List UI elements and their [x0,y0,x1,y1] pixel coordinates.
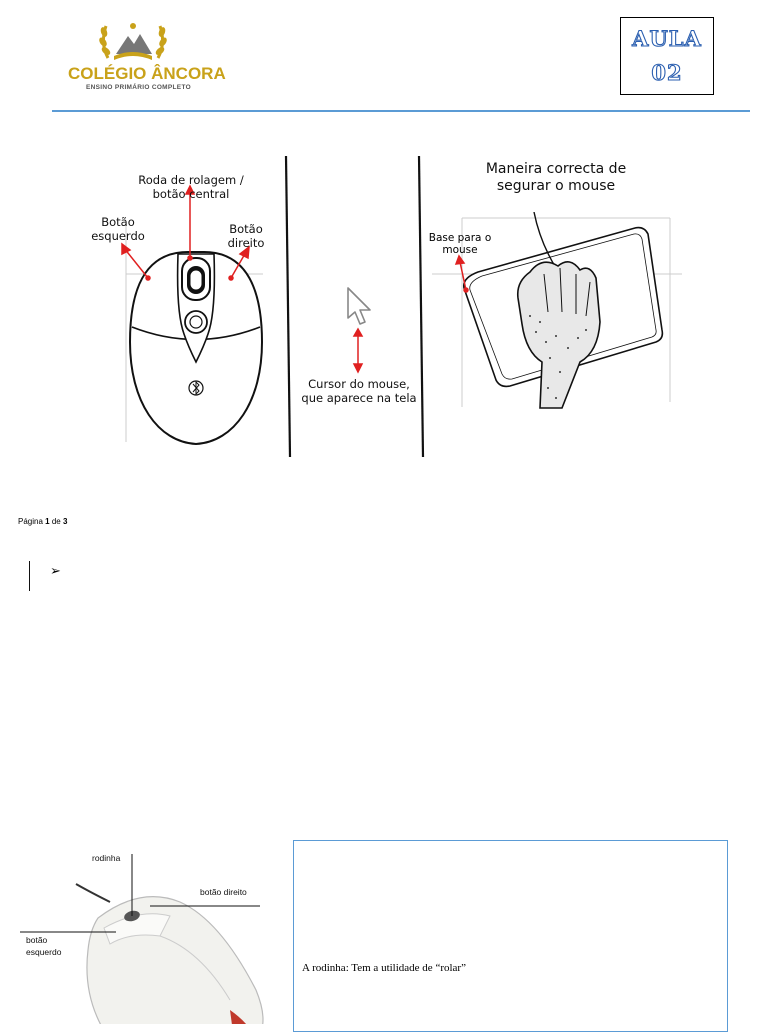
divider-left [286,156,290,457]
page-prefix: Página [18,517,46,526]
school-tagline: ENSINO PRIMÁRIO COMPLETO [86,84,191,91]
label-mousepad [424,232,496,256]
label-scroll-wheel-line2: botão central [152,187,230,201]
title-holding-line1: Maneira correcta de [485,161,627,177]
divider-right [419,156,423,457]
school-name: COLÉGIO ÂNCORA [68,64,226,83]
label-left-button-line1: Botão [101,215,135,229]
label-left-button-2-line1: botão [26,935,48,945]
label-mousepad-line2: mouse [442,244,478,256]
page-of: de [49,517,63,526]
page-number [18,517,67,526]
label-scroll-wheel-line1: Roda de rolagem / [138,173,244,187]
label-right-button-line1: Botão [229,222,263,236]
cursor-arrow-icon [340,284,380,374]
title-holding-mouse [466,161,646,195]
text-cursor-bar [29,561,30,591]
mouse-photo-drawing [20,840,270,1024]
page-current: 1 [45,517,50,526]
mouse-photo-figure [20,840,270,1024]
lesson-label: AULA [632,26,702,51]
label-right-button-2: botão direito [200,887,247,897]
label-right-button-line2: direito [227,236,265,250]
scroll-wheel-description: A rodinha: Tem a utilidade de “rolar” [302,962,466,974]
label-left-button-2-line2: esquerdo [26,947,62,957]
title-holding-line2: segurar o mouse [496,178,616,194]
label-cursor-line1: Cursor do mouse, [308,377,410,391]
lesson-number: 02 [651,60,683,85]
label-left-button-2 [26,934,61,958]
description-text-box [293,840,728,1032]
bullet-arrow-icon: ➢ [50,564,61,579]
label-wheel: rodinha [92,853,121,863]
label-mousepad-line1: Base para o [428,232,492,244]
label-left-button-line2: esquerdo [91,229,145,243]
label-cursor-line2: que aparece na tela [301,391,417,405]
label-cursor [296,377,422,405]
page-total: 3 [62,517,68,526]
mouse-diagram-figure [0,0,768,470]
